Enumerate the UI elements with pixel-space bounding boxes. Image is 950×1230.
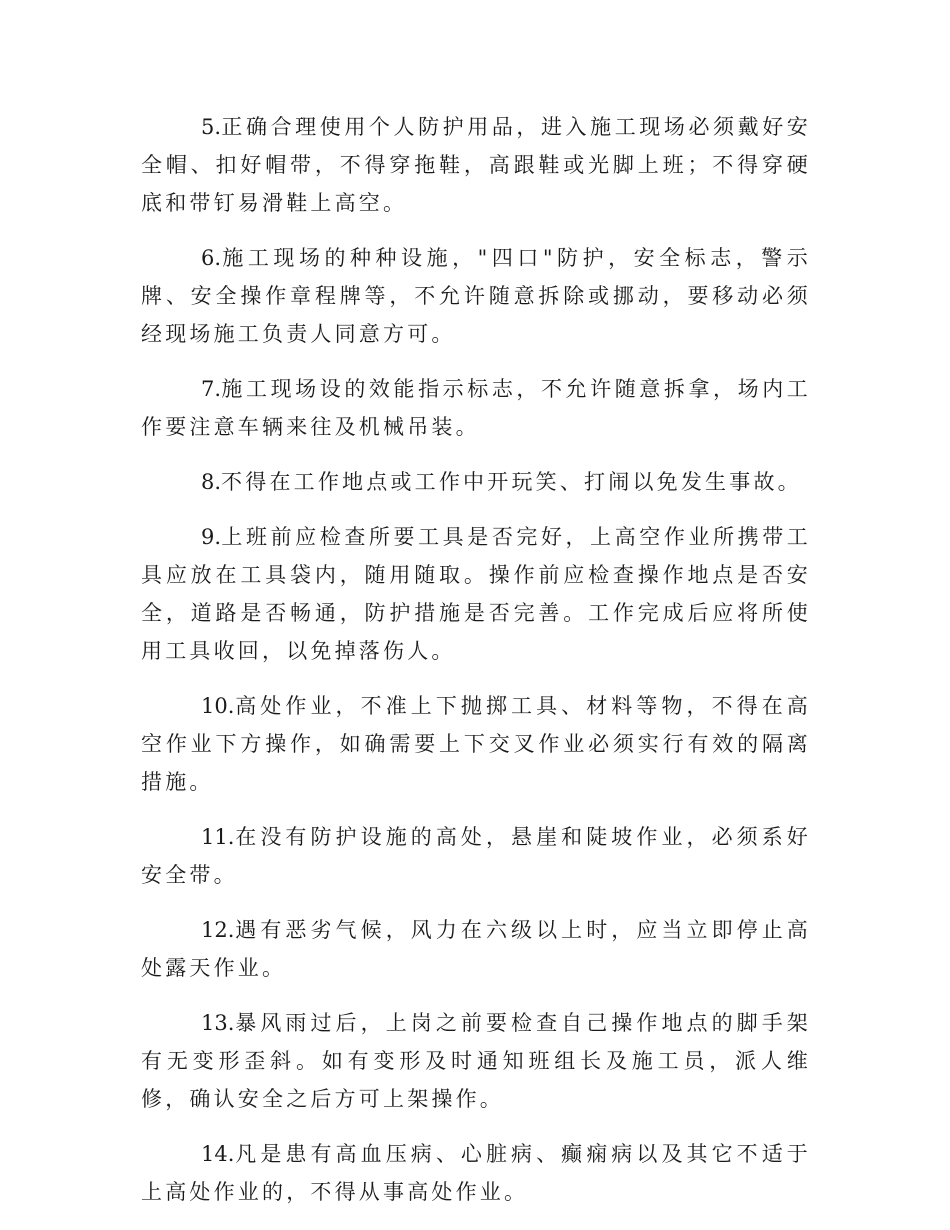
paragraph-number: 8. <box>201 470 222 494</box>
paragraph-number: 14. <box>201 1142 235 1166</box>
paragraph-text: 正确合理使用个人防护用品，进入施工现场必须戴好安全帽、扣好帽带，不得穿拖鞋，高跟鞋或光脚上班；不得穿硬底和带钉易滑鞋上高空。 <box>141 115 811 215</box>
paragraph-number: 13. <box>201 1011 235 1035</box>
paragraph-number: 10. <box>201 694 235 718</box>
paragraph-number: 5. <box>201 115 222 139</box>
paragraph-text: 凡是患有高血压病、心脏病、癫痫病以及其它不适于上高处作业的，不得从事高处作业。 <box>141 1142 811 1204</box>
paragraph-text: 高处作业，不准上下抛掷工具、材料等物，不得在高空作业下方操作，如确需要上下交叉作业必须实行有效的隔离措施。 <box>141 694 811 794</box>
paragraph-number: 12. <box>201 918 235 942</box>
paragraph-item-13 <box>141 1004 811 1118</box>
paragraph-text: 暴风雨过后，上岗之前要检查自己操作地点的脚手架有无变形歪斜。如有变形及时通知班组长及施工员，派人维修，确认安全之后方可上架操作。 <box>141 1011 811 1111</box>
paragraph-item-6 <box>141 239 811 353</box>
paragraph-text: 在没有防护设施的高处，悬崖和陡坡作业，必须系好安全带。 <box>141 825 811 887</box>
paragraph-item-8 <box>141 463 811 501</box>
paragraph-number: 11. <box>201 825 235 849</box>
paragraph-text: 施工现场设的效能指示标志，不允许随意拆拿，场内工作要注意车辆来往及机械吊装。 <box>141 377 811 439</box>
paragraph-item-10 <box>141 687 811 801</box>
document-body <box>141 108 811 1228</box>
paragraph-text: 遇有恶劣气候，风力在六级以上时，应当立即停止高处露天作业。 <box>141 918 811 980</box>
paragraph-item-9 <box>141 518 811 670</box>
paragraph-number: 7. <box>201 377 222 401</box>
paragraph-item-12 <box>141 911 811 987</box>
paragraph-text: 施工现场的种种设施，"四口"防护，安全标志，警示牌、安全操作章程牌等，不允许随意拆除或挪动，要移动必须经现场施工负责人同意方可。 <box>141 246 811 346</box>
paragraph-text: 不得在工作地点或工作中开玩笑、打闹以免发生事故。 <box>221 470 802 494</box>
paragraph-number: 9. <box>201 525 222 549</box>
paragraph-text: 上班前应检查所要工具是否完好，上高空作业所携带工具应放在工具袋内，随用随取。操作前应检查操作地点是否安全，道路是否畅通，防护措施是否完善。工作完成后应将所使用工具收回，以免掉落伤人。 <box>141 525 811 663</box>
paragraph-item-11 <box>141 818 811 894</box>
paragraph-item-7 <box>141 370 811 446</box>
paragraph-item-5 <box>141 108 811 222</box>
paragraph-item-14 <box>141 1135 811 1211</box>
paragraph-number: 6. <box>201 246 222 270</box>
